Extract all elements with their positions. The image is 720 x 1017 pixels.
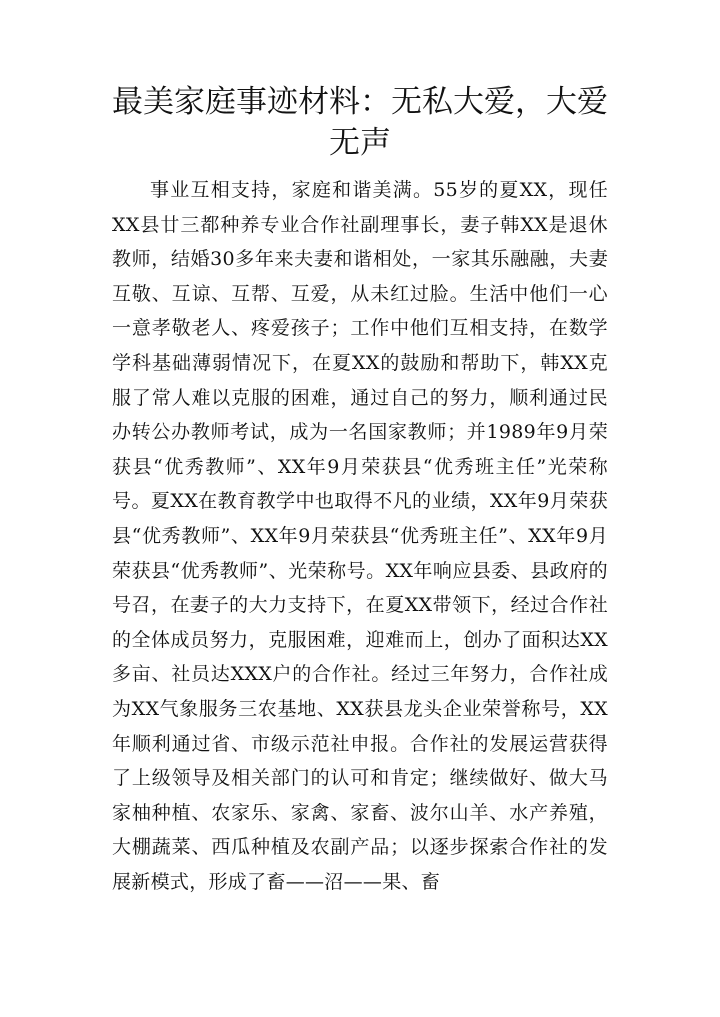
document-title: 最美家庭事迹材料：无私大爱，大爱无声 (112, 84, 608, 161)
body-paragraph: 事业互相支持，家庭和谐美满。55岁的夏XX，现任XX县廿三都种养专业合作社副理事长，妻子韩XX是退休教师，结婚30多年来夫妻和谐相处，一家其乐融融，夫妻互敬、互谅、互帮、互爱，从未红过脸。生活中他们一心一意孝敬老人、疼爱孩子；工作中他们互相支持，在数学学科基础薄弱情况下，在夏XX的鼓励和帮助下，韩XX克服了常人难以克服的困难，通过自己的努力，顺利通过民办转公办教师考试，成为一名国家教师；并1989年9月荣获县“优秀教师”、XX年9月荣获县“优秀班主任”光荣称号。夏XX在教育教学中也取得不凡的业绩，XX年9月荣获县“优秀教师”、XX年9月荣获县“优秀班主任”、XX年9月荣获县“优秀教师”、光荣称号。XX年响应县委、县政府的号召，在妻子的大力支持下，在夏XX带领下，经过合作社的全体成员努力，克服困难，迎难而上，创办了面积达XX多亩、社员达XXX户的合作社。经过三年努力，合作社成为XX气象服务三农基地、XX获县龙头企业荣誉称号，XX年顺利通过省、市级示范社申报。合作社的发展运营获得了上级领导及相关部门的认可和肯定；继续做好、做大马家柚种植、农家乐、家禽、家畜、波尔山羊、水产养殖，大棚蔬菜、西瓜种植及农副产品；以逐步探索合作社的发展新模式，形成了畜——沼——果、畜 (112, 179, 608, 893)
